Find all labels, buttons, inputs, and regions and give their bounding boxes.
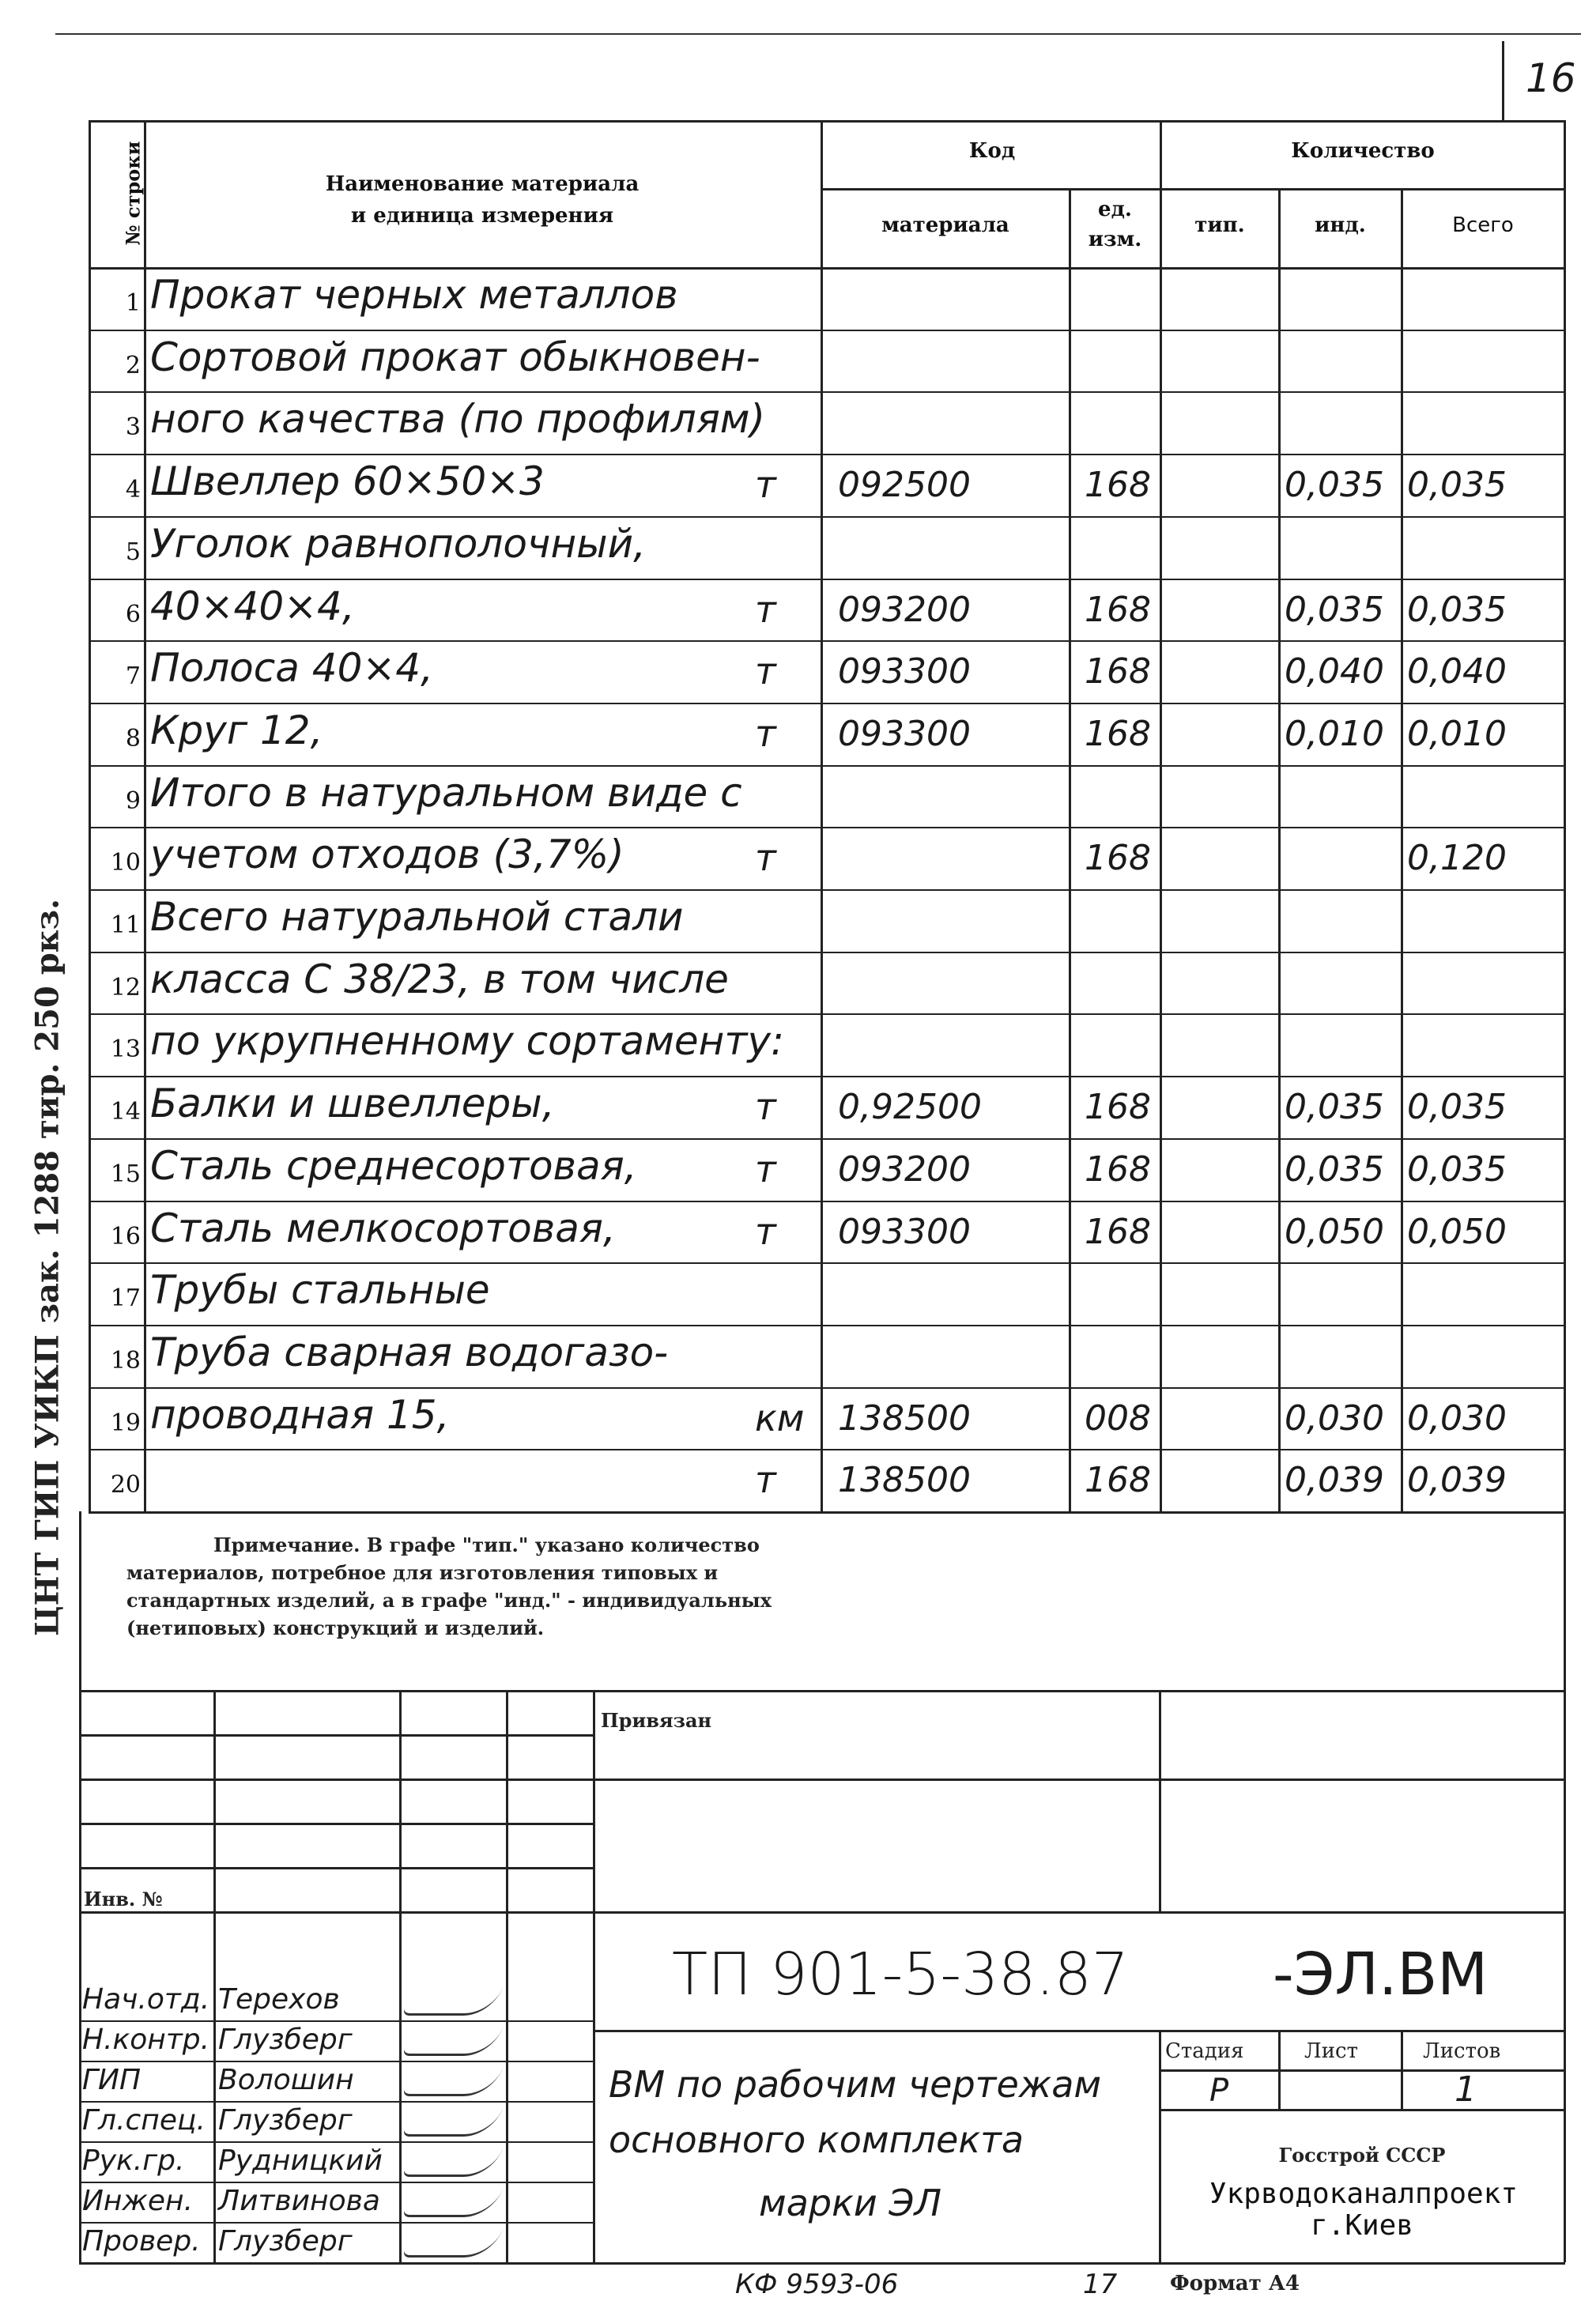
material-name: 40×40×4, [150, 583, 355, 629]
unit-of-measure: т [755, 587, 776, 631]
org-institute: Укрводоканалпроект [1209, 2178, 1519, 2210]
signer-name: Глузберг [218, 2104, 353, 2137]
sheets-label: Листов [1423, 2039, 1501, 2063]
unit-code: 168 [1085, 1149, 1151, 1190]
row-number: 8 [125, 724, 141, 753]
unit-code: 168 [1085, 465, 1151, 506]
row-divider [89, 579, 1565, 580]
stamp-col-2 [399, 1690, 402, 2263]
row-number: 15 [110, 1160, 141, 1188]
material-name: Труба сварная водогазо- [150, 1329, 669, 1375]
signer-role: ГИП [82, 2064, 141, 2096]
unit-code: 168 [1085, 651, 1151, 692]
signer-name: Волошин [218, 2064, 354, 2096]
row-divider [89, 1387, 1565, 1389]
row-number: 18 [110, 1346, 141, 1375]
signer-name: Глузберг [218, 2024, 353, 2056]
stamp-grid-line [79, 1734, 593, 1737]
qty-total: 0,010 [1407, 713, 1507, 754]
signature-mark [402, 2107, 503, 2137]
material-name: Швеллер 60×50×3 [150, 458, 545, 505]
inv-number-label: Инв. № [84, 1888, 163, 1911]
signer-row-line [79, 2182, 593, 2183]
stamp-bind-bottom [593, 1778, 1565, 1781]
stamp-sep-bind [593, 1690, 595, 2263]
sheets-value: 1 [1455, 2069, 1477, 2110]
row-number: 5 [125, 538, 141, 566]
material-code: 0,92500 [838, 1087, 982, 1128]
stamp-grid-line [79, 1823, 593, 1825]
material-name: Итого в натуральном виде с [150, 769, 742, 816]
title-line-2: основного комплекта [609, 2118, 1024, 2161]
qty-total: 0,040 [1407, 651, 1507, 692]
unit-of-measure: т [755, 1458, 776, 1502]
title-line-1: ВМ по рабочим чертежам [609, 2063, 1102, 2106]
signer-role: Провер. [82, 2225, 201, 2258]
material-code: 093300 [838, 1211, 971, 1252]
material-name: ного качества (по профилям) [150, 396, 766, 443]
stamp-col-1 [213, 1690, 216, 2263]
note-top-line [89, 1511, 1565, 1514]
row-number: 6 [125, 600, 141, 628]
unit-of-measure: т [755, 463, 776, 507]
signer-name: Терехов [218, 1983, 340, 2016]
signer-row-line [79, 2020, 593, 2022]
qty-individual: 0,035 [1285, 1149, 1384, 1190]
unit-code: 168 [1085, 1211, 1151, 1252]
qty-individual: 0,010 [1285, 713, 1384, 754]
qty-individual: 0,050 [1285, 1211, 1384, 1252]
qty-total: 0,035 [1407, 1149, 1507, 1190]
signer-row-line [79, 2101, 593, 2103]
footer-code: КФ 9593-06 [735, 2269, 899, 2300]
note-line-1: Примечание. В графе "тип." указано количество [213, 1533, 760, 1556]
unit-of-measure: т [755, 1085, 776, 1129]
qty-individual: 0,035 [1285, 589, 1384, 630]
qty-individual: 0,040 [1285, 651, 1384, 692]
signature-mark [402, 2188, 503, 2217]
unit-of-measure: т [755, 836, 776, 880]
footer-format: Формат А4 [1170, 2272, 1300, 2295]
row-number: 10 [110, 849, 141, 877]
signer-name: Рудницкий [218, 2144, 383, 2177]
row-divider [89, 516, 1565, 518]
page-number: 16 [1526, 55, 1576, 101]
col-sep-material [1069, 188, 1071, 1511]
header-total: Всего [1452, 213, 1514, 237]
material-name: Уголок равнополочный, [150, 520, 647, 567]
table-top-border [89, 120, 1565, 123]
row-number: 13 [110, 1035, 141, 1064]
qty-total: 0,035 [1407, 589, 1507, 630]
stamp-sep-right [1159, 1690, 1161, 1911]
unit-of-measure: т [755, 1147, 776, 1190]
qty-total: 0,035 [1407, 1087, 1507, 1128]
material-name: проводная 15, [150, 1391, 450, 1438]
signer-row-line [79, 2262, 593, 2264]
unit-of-measure: т [755, 1209, 776, 1253]
row-divider [89, 765, 1565, 767]
unit-of-measure: т [755, 650, 776, 693]
unit-of-measure: км [755, 1396, 805, 1439]
col-sep-ind [1401, 188, 1403, 1511]
note-line-3: стандартных изделий, а в графе "инд." - индивидуальных [126, 1589, 772, 1612]
stage-label: Стадия [1165, 2039, 1244, 2063]
signer-role: Инжен. [82, 2185, 194, 2217]
row-number: 12 [110, 973, 141, 1001]
material-code: 093200 [838, 589, 971, 630]
material-name: Полоса 40×4, [150, 645, 433, 692]
row-divider [89, 454, 1565, 455]
row-number: 17 [110, 1284, 141, 1313]
note-line-4: (нетиповых) конструкций и изделий. [126, 1616, 545, 1639]
document-code: ТП 901-5-38.87 [672, 1941, 1129, 2009]
row-number: 4 [125, 476, 141, 504]
footer-page: 17 [1083, 2269, 1118, 2300]
qty-individual: 0,030 [1285, 1398, 1384, 1439]
title-line-3: марки ЭЛ [759, 2182, 942, 2224]
stamp-code-top [79, 1911, 1565, 1914]
unit-code: 168 [1085, 589, 1151, 630]
mark-code: -ЭЛ.ВМ [1273, 1941, 1488, 2009]
unit-code: 168 [1085, 713, 1151, 754]
material-name: Сталь среднесортовая, [150, 1142, 637, 1189]
signer-name: Глузберг [218, 2225, 353, 2258]
qty-total: 0,050 [1407, 1211, 1507, 1252]
stamp-grid-line [79, 1778, 593, 1781]
material-name: Трубы стальные [150, 1267, 490, 1314]
material-name: учетом отходов (3,7%) [150, 832, 624, 878]
row-divider [89, 1201, 1565, 1202]
row-divider [89, 1325, 1565, 1326]
row-divider [89, 640, 1565, 642]
row-number: 3 [125, 413, 141, 442]
col-sep-name [821, 120, 823, 1511]
org-ministry: Госстрой СССР [1278, 2144, 1446, 2167]
material-code: 093200 [838, 1149, 971, 1190]
stage-label-line [1159, 2069, 1565, 2072]
signature-mark [402, 2027, 503, 2056]
row-divider [89, 889, 1565, 891]
row-number: 14 [110, 1098, 141, 1126]
row-divider [89, 1013, 1565, 1015]
row-number: 20 [110, 1471, 141, 1499]
material-code: 138500 [838, 1398, 971, 1439]
material-name: Круг 12, [150, 707, 323, 753]
material-name: по укрупненному сортаменту: [150, 1018, 784, 1065]
header-bottom-line [89, 267, 1565, 270]
table-left-border [89, 120, 91, 1511]
note-line-2: материалов, потребное для изготовления типовых и [126, 1561, 719, 1584]
unit-of-measure: т [755, 711, 776, 755]
header-row-number: № строки [121, 141, 145, 246]
signer-role: Нач.отд. [82, 1983, 210, 2016]
material-name: класса С 38/23, в том числе [150, 956, 729, 1002]
signer-row-line [79, 2061, 593, 2062]
header-name-line2: и единица измерения [350, 204, 614, 228]
signature-mark [402, 1986, 503, 2016]
row-number: 2 [125, 351, 141, 379]
unit-code: 008 [1085, 1398, 1151, 1439]
material-name: Сталь мелкосортовая, [150, 1205, 616, 1251]
signer-name: Литвинова [218, 2185, 380, 2217]
note-left-border [79, 1511, 81, 2262]
col-sep-rownum [144, 120, 146, 1511]
signature-mark [402, 2228, 503, 2258]
signer-role: Н.контр. [82, 2024, 210, 2056]
stamp-grid-line [79, 1867, 593, 1869]
unit-code: 168 [1085, 838, 1151, 879]
header-unit-line2: изм. [1088, 228, 1142, 251]
header-quantity: Количество [1291, 139, 1435, 163]
row-divider [89, 952, 1565, 953]
row-divider [89, 330, 1565, 331]
row-number: 7 [125, 662, 141, 691]
stamp-col-3 [506, 1690, 508, 2263]
linked-label: Привязан [601, 1709, 712, 1732]
stage-value-line [1159, 2109, 1565, 2111]
material-code: 092500 [838, 465, 971, 506]
material-code: 093300 [838, 651, 971, 692]
signer-row-line [79, 2141, 593, 2143]
qty-individual: 0,035 [1285, 1087, 1384, 1128]
qty-total: 0,120 [1407, 838, 1507, 879]
row-number: 16 [110, 1222, 141, 1250]
signature-mark [402, 2148, 503, 2177]
stamp-top-line [79, 1690, 1565, 1692]
qty-total: 0,039 [1407, 1460, 1507, 1501]
header-unit-line1: ед. [1098, 198, 1132, 221]
qty-individual: 0,039 [1285, 1460, 1384, 1501]
signer-role: Рук.гр. [82, 2144, 185, 2177]
row-divider [89, 1449, 1565, 1450]
row-divider [89, 1262, 1565, 1264]
unit-code: 168 [1085, 1087, 1151, 1128]
material-code: 093300 [838, 713, 971, 754]
signer-row-line [79, 2222, 593, 2224]
row-divider [89, 391, 1565, 393]
qty-total: 0,035 [1407, 465, 1507, 506]
col-sep-unit [1160, 120, 1162, 1511]
table-right-border [1564, 120, 1566, 2262]
stamp-title-top [593, 2030, 1565, 2032]
signature-mark [402, 2067, 503, 2096]
sheet-label: Лист [1304, 2039, 1358, 2063]
side-print-text: ЦНТ ГИП УИКП зак. 1288 тир. 250 ркз. [28, 898, 66, 1637]
header-code: Код [968, 139, 1016, 163]
qty-total: 0,030 [1407, 1398, 1507, 1439]
row-divider [89, 703, 1565, 704]
signer-role: Гл.спец. [82, 2104, 206, 2137]
row-number: 19 [110, 1409, 141, 1437]
top-edge-line [55, 33, 1581, 35]
header-name-line1: Наименование материала [325, 172, 640, 196]
row-number: 9 [125, 786, 141, 815]
header-typ: тип. [1194, 213, 1245, 237]
material-name: Сортовой прокат обыкновен- [150, 334, 760, 380]
stage-value: Р [1209, 2073, 1229, 2109]
page-number-divider [1502, 41, 1504, 120]
org-city: г.Киев [1310, 2209, 1414, 2242]
unit-code: 168 [1085, 1460, 1151, 1501]
header-subline [822, 188, 1565, 190]
material-name: Балки и швеллеры, [150, 1081, 555, 1127]
row-divider [89, 1076, 1565, 1077]
material-name: Всего натуральной стали [150, 894, 684, 940]
material-name: Прокат черных металлов [150, 272, 678, 318]
header-material: материала [881, 213, 1009, 237]
material-code: 138500 [838, 1460, 971, 1501]
col-sep-typ [1278, 188, 1281, 1511]
row-divider [89, 1138, 1565, 1140]
qty-individual: 0,035 [1285, 465, 1384, 506]
row-number: 11 [110, 911, 141, 939]
row-divider [89, 827, 1565, 828]
header-ind: инд. [1315, 213, 1366, 237]
row-number: 1 [125, 289, 141, 317]
